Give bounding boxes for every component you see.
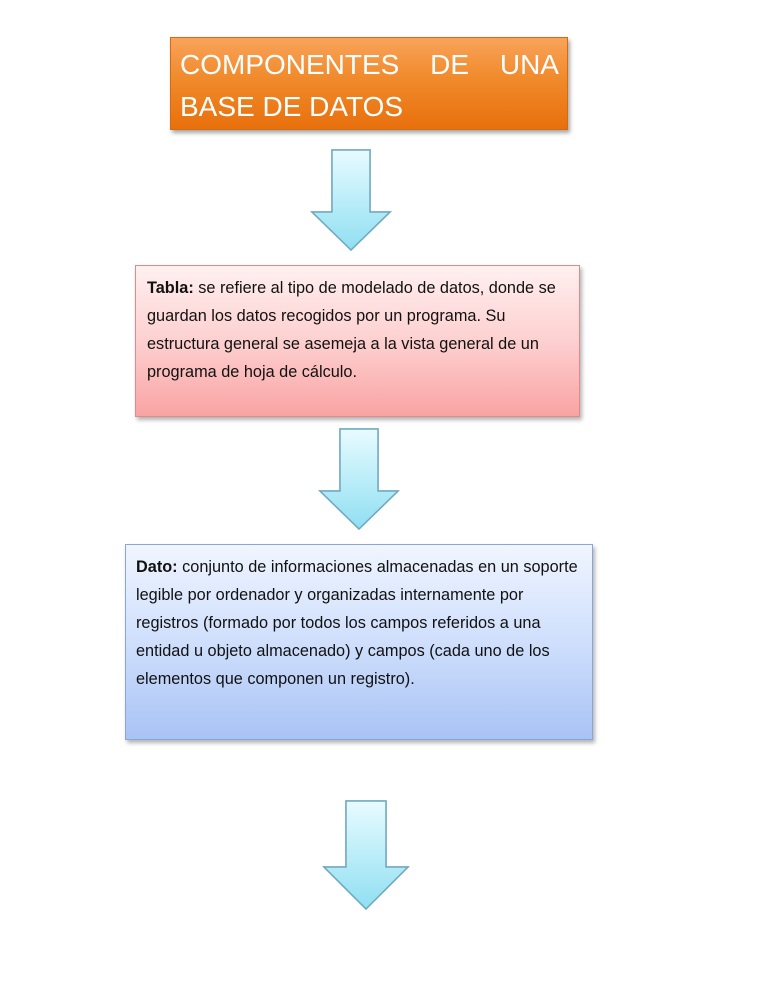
dato-term: Dato: [136,558,178,576]
title-word-2: DE [430,49,470,80]
title-word-1: COMPONENTES [180,49,400,80]
down-arrow-1 [306,146,396,256]
tabla-term: Tabla: [147,279,194,297]
down-arrow-3 [318,797,414,915]
tabla-box [135,265,580,417]
diagram-title-box [170,37,568,130]
title-word-3: UNA [499,49,559,80]
title-line-1 [180,44,559,86]
dato-box [125,544,593,740]
down-arrow-2 [314,425,404,535]
dato-description: conjunto de informaciones almacenadas en un soporte legible por ordenador y organizadas internamente por registros (formado por todos los campos referidos a una entidad u objeto almacenado) y campos (cada uno de los elementos que componen un registro). [136,558,578,688]
title-line-2: BASE DE DATOS [180,91,404,122]
tabla-description: se refiere al tipo de modelado de datos, donde se guardan los datos recogidos por un programa. Su estructura general se asemeja a la vista general de un programa de hoja de cálculo. [147,279,556,381]
